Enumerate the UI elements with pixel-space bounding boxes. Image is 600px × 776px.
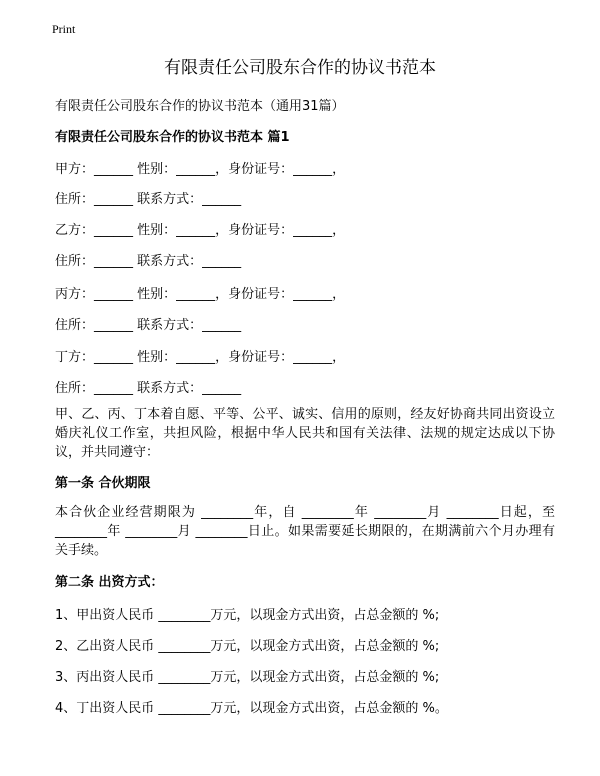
document-title: 有限责任公司股东合作的协议书范本 (164, 58, 436, 78)
contribution-item: 3、丙出资人民币 ________万元，以现金方式出资，占总金额的 %; (55, 670, 440, 685)
party-a-line: 甲方：______ 性别：______，身份证号：______， (55, 162, 346, 177)
print-link[interactable]: Print (52, 22, 76, 36)
party-a-address-line: 住所：______ 联系方式：______ (55, 192, 242, 207)
party-c-address-line: 住所：______ 联系方式：______ (55, 318, 242, 333)
document-subtitle: 有限责任公司股东合作的协议书范本（通用31篇） (55, 99, 345, 114)
party-b-address-line: 住所：______ 联系方式：______ (55, 254, 242, 269)
article-heading: 有限责任公司股东合作的协议书范本 篇1 (55, 130, 290, 145)
section-1-paragraph: 本合伙企业经营期限为 ________年，自 ________年 ________月 ________日起，至 ________年 ________月 ________日止。如果需要延长期限的，在期满前六个月办理有关手续。 (55, 505, 555, 558)
party-d-address-line: 住所：______ 联系方式：______ (55, 381, 242, 396)
section-1-heading: 第一条 合伙期限 (55, 476, 151, 491)
party-d-line: 丁方：______ 性别：______，身份证号：______， (55, 350, 346, 365)
party-c-line: 丙方：______ 性别：______，身份证号：______， (55, 287, 346, 302)
contribution-item: 1、甲出资人民币 ________万元，以现金方式出资，占总金额的 %; (55, 608, 440, 623)
intro-paragraph: 甲、乙、丙、丁本着自愿、平等、公平、诚实、信用的原则，经友好协商共同出资设立婚庆礼仪工作室，共担风险，根据中华人民共和国有关法律、法规的规定达成以下协议，并共同遵守： (55, 407, 555, 460)
party-b-line: 乙方：______ 性别：______，身份证号：______， (55, 223, 346, 238)
section-2-heading: 第二条 出资方式： (55, 575, 164, 590)
contribution-item: 4、丁出资人民币 ________万元，以现金方式出资，占总金额的 %。 (55, 701, 448, 716)
contribution-item: 2、乙出资人民币 ________万元，以现金方式出资，占总金额的 %; (55, 639, 440, 654)
